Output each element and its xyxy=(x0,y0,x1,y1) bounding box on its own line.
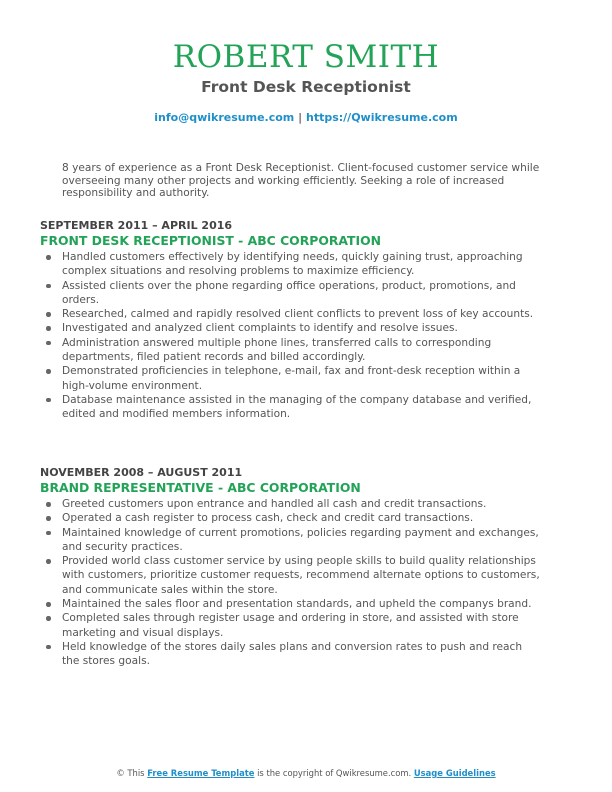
duty-item: Greeted customers upon entrance and handled all cash and credit transactions. xyxy=(62,497,540,511)
contact-separator: | xyxy=(298,111,303,124)
duty-item: Investigated and analyzed client complaints to identify and resolve issues. xyxy=(62,321,540,335)
candidate-name: ROBERT SMITH xyxy=(172,39,440,75)
job-title: BRAND REPRESENTATIVE - ABC CORPORATION xyxy=(40,480,361,495)
duty-item: Held knowledge of the stores daily sales plans and conversion rates to push and reach the stores goals. xyxy=(62,640,540,669)
contact-line xyxy=(0,111,612,125)
duty-item: Researched, calmed and rapidly resolved client conflicts to prevent loss of key accounts. xyxy=(62,307,540,321)
duty-item: Assisted clients over the phone regarding office operations, product, promotions, and orders. xyxy=(62,279,540,308)
job-dates: SEPTEMBER 2011 – APRIL 2016 xyxy=(40,219,233,232)
duty-item: Operated a cash register to process cash, check and credit card transactions. xyxy=(62,511,540,525)
job-entry xyxy=(40,466,540,669)
website-link[interactable]: https://Qwikresume.com xyxy=(305,111,458,124)
job-title: FRONT DESK RECEPTIONIST - ABC CORPORATION xyxy=(40,233,381,248)
duty-item: Administration answered multiple phone lines, transferred calls to corresponding departments, filed patient records and billed accordingly. xyxy=(62,336,540,365)
duty-list xyxy=(40,250,540,422)
duty-item: Database maintenance assisted in the managing of the company database and verified, edited and modified members information. xyxy=(62,393,540,422)
duty-item: Completed sales through register usage and ordering in store, and assisted with store marketing and visual displays. xyxy=(62,611,540,640)
footer xyxy=(0,767,612,779)
email-link[interactable]: info@qwikresume.com xyxy=(154,111,295,124)
free-resume-template-link[interactable]: Free Resume Template xyxy=(147,768,255,778)
duty-item: Handled customers effectively by identifying needs, quickly gaining trust, approaching complex situations and resolving problems to maximize efficiency. xyxy=(62,250,540,279)
footer-copyright-text: is the copyright of Qwikresume.com. xyxy=(257,768,412,778)
job-dates: NOVEMBER 2008 – AUGUST 2011 xyxy=(40,466,243,479)
footer-prefix: © This xyxy=(116,768,145,778)
duty-item: Provided world class customer service by using people skills to build quality relationships with customers, prioritize customer requests, recommend alternate options to customers, and communicate sales within the store. xyxy=(62,555,540,596)
duty-item: Maintained the sales floor and presentation standards, and upheld the companys brand. xyxy=(62,597,540,611)
summary-paragraph: 8 years of experience as a Front Desk Receptionist. Client-focused customer service while overseeing many other projects and working efficiently. Seeking a role of increased responsibility and authority. xyxy=(62,162,540,200)
job-entry xyxy=(40,219,540,422)
duty-item: Demonstrated proficiencies in telephone, e-mail, fax and front-desk reception within a high-volume environment. xyxy=(62,364,540,393)
duty-list xyxy=(40,497,540,669)
usage-guidelines-link[interactable]: Usage Guidelines xyxy=(413,768,496,778)
candidate-title: Front Desk Receptionist xyxy=(201,78,411,96)
duty-item: Maintained knowledge of current promotions, policies regarding payment and exchanges, and security practices. xyxy=(62,526,539,553)
